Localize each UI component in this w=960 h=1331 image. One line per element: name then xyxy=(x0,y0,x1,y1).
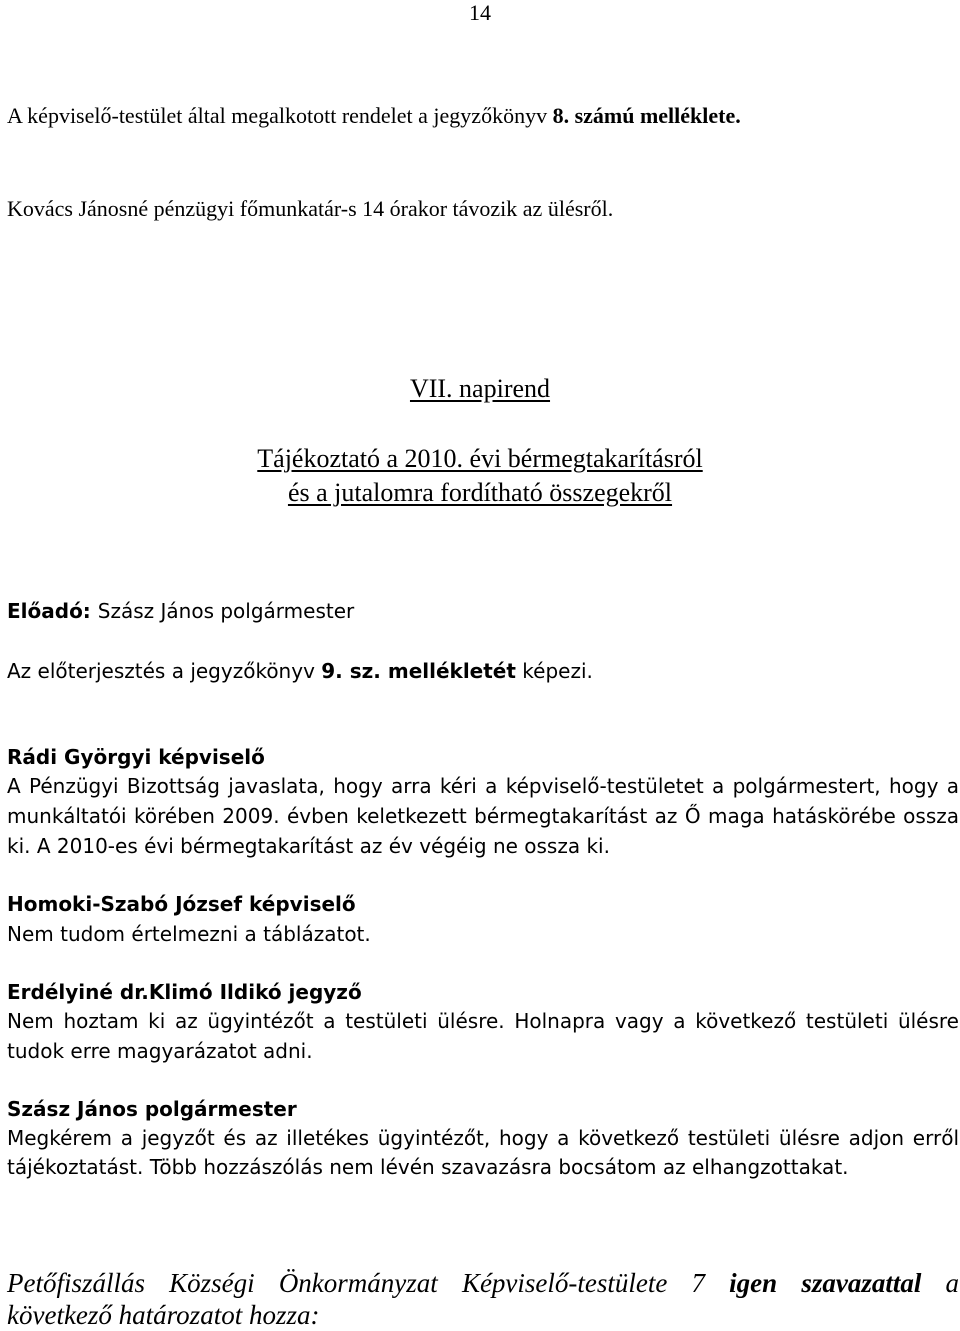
speech-homoki-szabo-line-1: Nem tudom értelmezni a táblázatot. xyxy=(7,922,371,946)
vote-line-1 xyxy=(7,1268,959,1299)
speech-radi-line-2: munkáltatói körében 2009. évben keletkezett bérmegtakarítást az Ő maga hatáskörébe ossza xyxy=(7,804,959,828)
speech-radi-line-1: A Pénzügyi Bizottság javaslata, hogy arra kéri a képviselő-testületet a polgármestert, hogy a xyxy=(7,774,959,798)
attachment-note-text: A képviselő-testület által megalkotott rendelet a jegyzőkönyv xyxy=(7,103,553,128)
agenda-title-line-2: és a jutalomra fordítható összegekről xyxy=(287,478,673,507)
presenter-name: Szász János polgármester xyxy=(97,599,355,623)
speech-radi-line-3: ki. A 2010-es évi bérmegtakarítást az év végéig ne ossza ki. xyxy=(7,834,610,858)
vote-result: igen szavazattal xyxy=(729,1268,922,1298)
attachment-note-bold: 8. számú melléklete. xyxy=(552,103,741,128)
presenter-label: Előadó: xyxy=(7,599,98,623)
agenda-title-line-1: Tájékoztató a 2010. évi bérmegtakarításról xyxy=(257,444,703,473)
speech-szasz-line-1: Megkérem a jegyzőt és az illetékes ügyintézőt, hogy a következő testületi ülésre adjon erről xyxy=(7,1126,959,1150)
attachment-reference-tail: képezi. xyxy=(515,659,593,683)
departure-note: Kovács Jánosné pénzügyi főmunkatár-s 14 órakor távozik az ülésről. xyxy=(7,196,614,221)
speaker-homoki-szabo: Homoki-Szabó József képviselő xyxy=(7,892,356,916)
vote-line-2: következő határozatot hozza: xyxy=(7,1300,320,1330)
speech-szasz-line-2: tájékoztatást. Több hozzászólás nem lévén szavazásra bocsátom az elhangzottakat. xyxy=(7,1155,849,1179)
speaker-radi: Rádi Györgyi képviselő xyxy=(7,745,265,769)
vote-text: Petőfiszállás Községi Önkormányzat Képviselő-testülete 7 xyxy=(7,1268,730,1298)
speaker-erdelyine: Erdélyiné dr.Klimó Ildikó jegyző xyxy=(7,980,362,1004)
attachment-reference-bold: 9. sz. mellékletét xyxy=(321,659,516,683)
speech-erdelyine-line-2: tudok erre magyarázatot adni. xyxy=(7,1039,313,1063)
speech-erdelyine-line-1: Nem hoztam ki az ügyintézőt a testületi ülésre. Holnapra vagy a következő testületi ülésre xyxy=(7,1009,959,1033)
vote-tail: a xyxy=(921,1268,959,1298)
presenter-line xyxy=(7,599,354,623)
attachment-reference-text: Az előterjesztés a jegyzőkönyv xyxy=(7,659,322,683)
speaker-szasz: Szász János polgármester xyxy=(7,1097,297,1121)
page-number: 14 xyxy=(469,0,491,25)
attachment-reference xyxy=(7,659,593,683)
agenda-number: VII. napirend xyxy=(409,374,551,403)
attachment-note-line xyxy=(7,103,741,129)
